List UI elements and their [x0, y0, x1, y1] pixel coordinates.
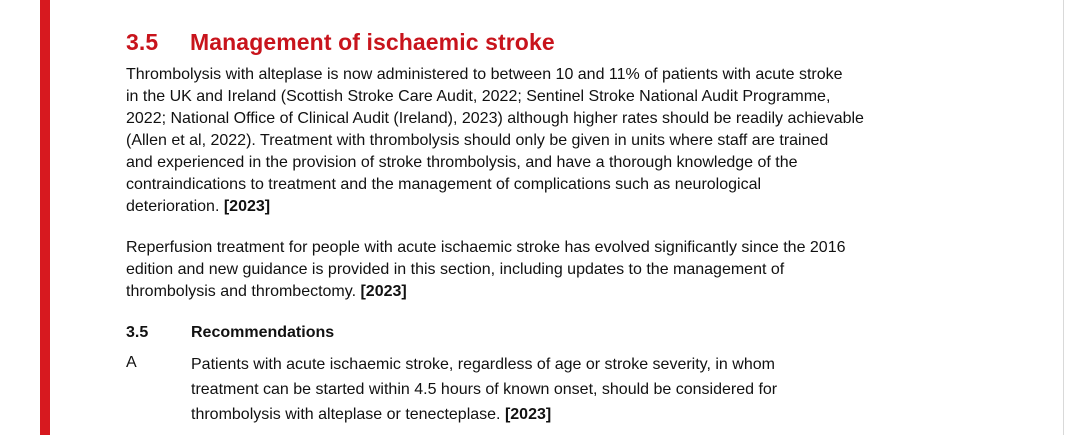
paragraph-line: in the UK and Ireland (Scottish Stroke Care Audit, 2022; Sentinel Stroke National Audit Programme, [126, 88, 831, 105]
paragraph-line: Thrombolysis with alteplase is now administered to between 10 and 11% of patients with acute stroke [126, 66, 843, 83]
paragraph-reperfusion [126, 237, 846, 303]
recommendation-line-last [191, 402, 777, 427]
recommendations-number: 3.5 [126, 324, 149, 341]
paragraph-line: contraindications to treatment and the management of complications such as neurological [126, 176, 762, 193]
paragraph-line-text: thrombolysis and thrombectomy. [126, 283, 361, 300]
section-heading [126, 29, 555, 56]
section-title: Management of ischaemic stroke [190, 29, 555, 55]
recommendation-line-text: thrombolysis with alteplase or tenecteplase. [191, 406, 505, 423]
paragraph-line-last [126, 196, 864, 218]
recommendation-line: Patients with acute ischaemic stroke, regardless of age or stroke severity, in whom [191, 356, 775, 373]
recommendations-title: Recommendations [191, 324, 335, 341]
paragraph-line-last [126, 281, 846, 303]
section-accent-bar [40, 0, 50, 435]
paragraph-line: and experienced in the provision of stroke thrombolysis, and have a thorough knowledge of the [126, 154, 798, 171]
page-edge [1063, 0, 1064, 435]
year-tag: [2023] [360, 283, 407, 300]
paragraph-thrombolysis [126, 64, 864, 218]
paragraph-line: (Allen et al, 2022). Treatment with thrombolysis should only be given in units where staff are trained [126, 132, 829, 149]
section-number: 3.5 [126, 29, 159, 55]
recommendation-line: treatment can be started within 4.5 hours of known onset, should be considered for [191, 381, 778, 398]
paragraph-line: edition and new guidance is provided in this section, including updates to the management of [126, 261, 785, 278]
paragraph-line: 2022; National Office of Clinical Audit (Ireland), 2023) although higher rates should be readily achievable [126, 110, 864, 127]
paragraph-line-text: deterioration. [126, 198, 224, 215]
year-tag: [2023] [223, 198, 271, 215]
year-tag: [2023] [504, 406, 552, 423]
recommendation-text [191, 352, 777, 427]
recommendation-letter: A [126, 354, 137, 371]
paragraph-line: Reperfusion treatment for people with acute ischaemic stroke has evolved significantly since the 2016 [126, 239, 846, 256]
